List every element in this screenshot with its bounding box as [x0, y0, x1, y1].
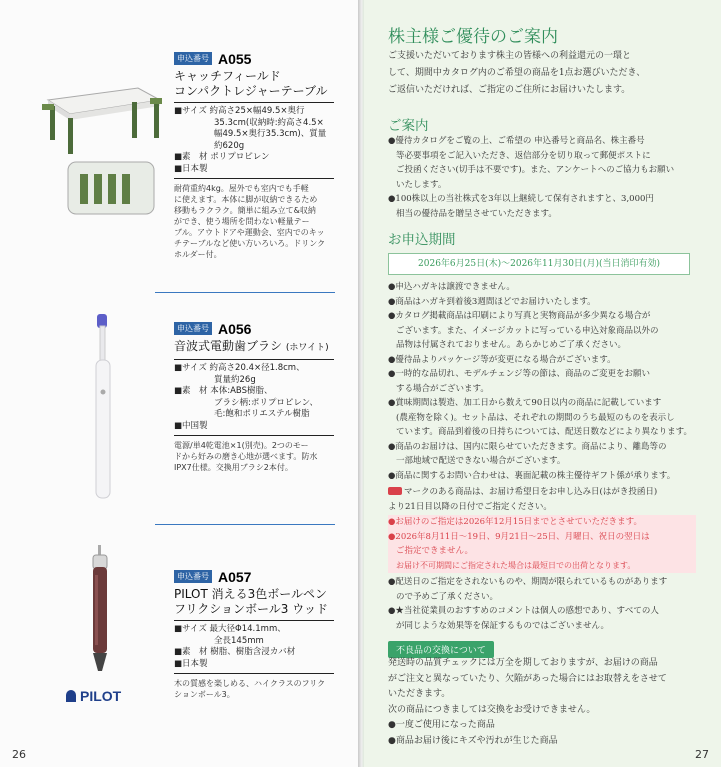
product-specs	[174, 106, 334, 175]
note-line: 品物は付属されておりません。あらかじめご了承ください。	[396, 340, 627, 350]
product-code: A056	[218, 320, 252, 337]
defect-line: がご注文と異なっていたり、欠陥があった場合にはお取替えをさせて	[388, 673, 667, 684]
note-line: ●商品に関するお問い合わせは、裏面記載の株主優待ギフト係が承ります。	[388, 470, 676, 481]
note-line: (農産物を除く)。セット品は、それぞれの期間のうち最短のものを表示し	[396, 412, 675, 423]
note-line: する場合がございます。	[396, 383, 489, 394]
note-line: ●優待品よりパッケージ等が変更になる場合がございます。	[388, 354, 616, 365]
spec-line: ■日本製	[174, 658, 208, 669]
brand-logo-text: PILOT	[80, 688, 122, 704]
guide-text	[388, 134, 714, 221]
desc-line: に使えます。本体に脚が収納できるため	[174, 195, 318, 204]
desc-line: ができ、使う場所を問わない軽量テー	[174, 217, 310, 226]
name-line: 音波式電動歯ブラシ	[174, 339, 283, 353]
note-line: ●配送日のご指定をされないものや、期間が限られているものがあります	[388, 577, 668, 587]
page-number: 27	[695, 748, 709, 761]
defect-heading-wrap	[388, 638, 706, 658]
left-page	[0, 0, 358, 767]
defect-line: ●商品お届け後にキズや汚れが生じた商品	[388, 735, 558, 746]
order-number-badge: 申込番号	[174, 570, 212, 583]
defect-heading: 不良品の交換について	[388, 641, 494, 658]
guide-line: いたします。	[396, 179, 447, 190]
desc-line: 電源/単4乾電池×1(別売)。2つのモー	[174, 441, 309, 450]
truck-note-line: より21日目以降の日付でご指定ください。	[388, 501, 552, 512]
desc-line: 木の質感を楽しめる、ハイクラスのフリク	[174, 679, 326, 688]
product-a057	[174, 566, 334, 700]
pen-image	[88, 545, 114, 675]
desc-line: 耐荷重約4kg。屋外でも室内でも手軽	[174, 184, 309, 193]
more-notes	[388, 575, 714, 633]
note-line: ございます。また、イメージカットに写っている申込対象商品以外の	[396, 325, 659, 336]
period-heading: お申込期間	[388, 232, 456, 248]
defect-line: 発送時の品質チェックには万全を期しておりますが、お届けの商品	[388, 658, 658, 668]
product-specs	[174, 624, 334, 670]
red-note-line: ●お届けのご指定は2026年12月15日までとさせていただきます。	[388, 517, 643, 527]
name-line: PILOT 消える3色ボールペン	[174, 587, 328, 601]
intro-line: ご返信いただければ、ご指定のご住所にお届けいたします。	[388, 85, 631, 95]
spec-line: 全長145mm	[214, 635, 264, 646]
defect-line: 次の商品につきましては交換をお受けできません。	[388, 704, 596, 715]
delivery-date-notes	[388, 515, 696, 573]
spec-line: ■素 材 ポリプロピレン	[174, 152, 270, 162]
spec-line: ■サイズ 約高さ25×幅49.5×奥行	[174, 106, 305, 116]
desc-line: ホルダー付。	[174, 250, 222, 259]
spec-line: ■サイズ 約高さ20.4×径1.8cm、	[174, 363, 305, 373]
red-note-line: ●2026年8月11日～19日、9月21日～25日、月曜日、祝日の翌日は	[388, 531, 650, 542]
intro-line: ご支援いただいております株主の皆様への利益還元の一環と	[388, 51, 632, 61]
note-line: ●賞味期間は製造、加工日から数えて90日以内の商品に記載しています	[388, 398, 662, 408]
spec-line: ■素 材 樹脂、樹脂含浸カバ材	[174, 647, 296, 657]
product-name	[174, 69, 334, 99]
note-line: ●申込ハガキは譲渡できません。	[388, 282, 515, 292]
desc-line: チテーブルなど使い方いろいろ。ドリンク	[174, 239, 326, 248]
application-period: 2026年6月25日(木)～2026年11月30日(月)(当日消印有効)	[388, 253, 690, 275]
name-line: キャッチフィールド	[174, 69, 281, 83]
product-a055	[174, 48, 334, 260]
desc-line: ブル。アウトドアや運動会、室内でのキッ	[174, 228, 325, 237]
truck-notes	[388, 485, 714, 514]
desc-line: IPX7仕様。交換用ブラシ2本付。	[174, 463, 293, 472]
name-line: フリクションボール3 ウッド	[174, 602, 329, 616]
desc-line: ドから好みの磨き心地が選べます。防水	[174, 452, 318, 461]
page-number: 26	[12, 748, 26, 761]
notes-list	[388, 280, 714, 483]
truck-note-line: マークのある商品は、お届け希望日をお申し込み日(はがき投函日)	[404, 487, 658, 497]
red-note-line: お届け不可期間にご指定された場合は最短日での出荷となります。	[396, 560, 636, 570]
name-suffix: (ホワイト)	[285, 343, 329, 353]
product-name	[174, 587, 334, 617]
pilot-logo-icon	[66, 690, 76, 702]
product-description	[174, 183, 334, 260]
desc-line: ションボール3。	[174, 690, 235, 699]
spec-line: ■日本製	[174, 163, 208, 174]
product-specs	[174, 363, 334, 432]
note-line: ので予めご了承ください。	[396, 591, 499, 602]
page-title: 株主様ご優待のご案内	[388, 27, 558, 47]
desc-line: 移動もラクラク。簡単に組み立て&収納	[174, 206, 316, 215]
truck-icon	[388, 487, 402, 495]
spec-line: ■素 材 本体:ABS樹脂、	[174, 386, 273, 396]
guide-heading: ご案内	[388, 118, 429, 134]
spec-line: ブラシ柄:ポリプロピレン、	[214, 397, 318, 408]
product-code: A057	[218, 568, 252, 585]
intro-text	[388, 48, 706, 99]
defect-text	[388, 656, 706, 749]
defect-line: いただきます。	[388, 689, 451, 699]
product-name	[174, 339, 334, 356]
guide-line: ご投函ください(切手は不要です)。また、アンケートへのご協力もお願い	[396, 165, 675, 175]
pilot-logo	[66, 688, 121, 704]
order-number-badge: 申込番号	[174, 52, 212, 65]
spec-line: 幅49.5×奥行35.3cm)、質量	[214, 129, 327, 139]
note-line: ●一時的な品切れ、モデルチェンジ等の節は、商品のご変更をお願い	[388, 369, 651, 379]
note-line: ●★当社従業員のおすすめのコメントは個人の感想であり、すべての人	[388, 606, 659, 616]
note-line: 一部地域で配送できない場合がございます。	[396, 456, 566, 466]
name-line: コンパクトレジャーテーブル	[174, 84, 328, 98]
spec-line: ■サイズ 最大径Φ14.1mm、	[174, 624, 286, 634]
note-line: ●商品のお届けは、国内に限らせていただきます。商品により、離島等の	[388, 441, 667, 452]
note-line: ●カタログ掲載商品は印刷により写真と実物商品が多少異なる場合が	[388, 311, 651, 321]
spec-line: 質量約26g	[214, 374, 256, 385]
spec-line: 35.3cm(収納時:約高さ4.5×	[214, 117, 324, 128]
spec-line: ■中国製	[174, 420, 208, 431]
guide-line: ●100株以上の当社株式を3年以上継続して保有されますと、3,000円	[388, 194, 654, 204]
product-description	[174, 678, 334, 700]
guide-line: ●優待カタログをご覧の上、ご希望の 申込番号と商品名、株主番号	[388, 136, 645, 146]
red-note-line: ご指定できません。	[396, 546, 474, 556]
spec-line: 約620g	[214, 140, 245, 151]
guide-line: 等必要事項をご記入いただき、返信部分を切り取って郵便ポストに	[396, 150, 651, 161]
product-description	[174, 440, 334, 473]
defect-line: ●一度ご使用になった商品	[388, 720, 495, 730]
note-line: ●商品はハガキ到着後3週間ほどでお届けいたします。	[388, 296, 596, 307]
table-image	[28, 70, 168, 220]
intro-line: して、期間中カタログ内のご希望の商品を1点お選びいただき、	[388, 68, 646, 78]
note-line: が同じような効果等を保証するものではございません。	[396, 620, 610, 631]
toothbrush-image	[88, 312, 118, 502]
spec-line: 毛:飽和ポリエステル樹脂	[214, 409, 310, 419]
right-page	[364, 0, 721, 767]
guide-line: 相当の優待品を贈呈させていただきます。	[396, 208, 557, 219]
order-number-badge: 申込番号	[174, 322, 212, 335]
note-line: ています。商品到着後の日持ちについては、配送日数などにより異なります。	[396, 427, 692, 437]
product-a056	[174, 318, 334, 473]
product-code: A055	[218, 50, 252, 67]
